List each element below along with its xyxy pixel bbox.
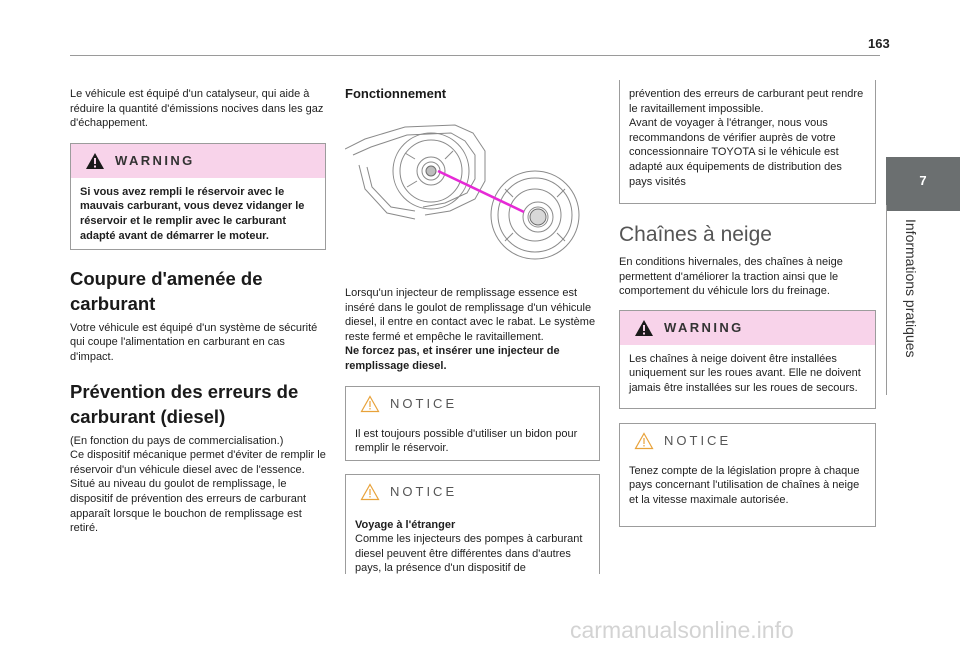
page-number: 163: [868, 36, 890, 51]
operation-text: Lorsqu'un injecteur de remplissage essence est inséré dans le goulot de remplissage d'un véhicule diesel, il entre en contact avec le rabat. Le système reste fermé et empêche le ravitaillement.: [345, 287, 596, 343]
notice-triangle-icon: [634, 432, 654, 450]
notice-box-travel: [345, 474, 600, 574]
notice-header: [346, 387, 599, 421]
fuel-cutoff-text: Votre véhicule est équipé d'un système de sécurité qui coupe l'alimentation en carburant en cas d'impact.: [70, 321, 318, 363]
notice-box-continued: [619, 80, 876, 204]
watermark: carmanualsonline.info: [570, 617, 794, 643]
continued-line-1: prévention des erreurs de carburant peut rendre le ravitaillement impossible.: [629, 88, 864, 115]
notice-triangle-icon: [360, 483, 380, 501]
misfuel-line-1: (En fonction du pays de commercialisation.): [70, 434, 284, 447]
warning-box-snow-chains: [619, 310, 876, 409]
chapter-title: Informations pratiques: [903, 219, 919, 358]
column-3: [619, 80, 876, 527]
notice-subtitle: Voyage à l'étranger: [355, 518, 456, 531]
warning-box-fuel: [70, 143, 326, 250]
notice-box-jerrycan: [345, 386, 600, 461]
notice-text: Il est toujours possible d'utiliser un bidon pour remplir le réservoir.: [355, 427, 578, 455]
header-divider: [70, 55, 880, 56]
snow-chains-title: Chaînes à neige: [619, 223, 772, 246]
misfuel-line-3: Situé au niveau du goulot de remplissage, le dispositif de prévention des erreurs de carburant apparaît lorsque le bouchon de remplissage est retiré.: [70, 478, 307, 535]
column-1: [70, 87, 326, 536]
warning-header: [71, 144, 325, 178]
notice-header: [620, 424, 875, 458]
warning-label: WARNING: [664, 320, 744, 336]
operation-heading: Fonctionnement: [345, 86, 447, 101]
section-title-fuel-cutoff: Coupure d'amenée de carburant: [70, 267, 263, 314]
continued-line-2: Avant de voyager à l'étranger, nous vous recommandons de vérifier auprès de votre concessionnaire TOYOTA si le véhicule est adapté aux équipements de distribution des pays visités: [629, 117, 842, 188]
warning-header: [620, 311, 875, 345]
warning-label: WARNING: [115, 153, 195, 169]
notice-label: NOTICE: [390, 396, 458, 412]
warning-triangle-icon: [85, 152, 105, 170]
notice-box-legislation: [619, 423, 876, 527]
catalyst-intro: Le véhicule est équipé d'un catalyseur, qui aide à réduire la quantité d'émissions nocives dans les gaz d'échappement.: [70, 88, 324, 130]
chapter-divider: [886, 205, 887, 395]
notice-triangle-icon: [360, 395, 380, 413]
chapter-tab[interactable]: [886, 157, 960, 211]
section-title-misfuel-prevention: Prévention des erreurs de carburant (diesel): [70, 380, 299, 427]
misfuel-line-2: Ce dispositif mécanique permet d'éviter de remplir le réservoir d'un véhicule diesel avec de l'essence.: [70, 449, 326, 476]
warning-triangle-icon: [634, 319, 654, 337]
operation-bold-text: Ne forcez pas, et insérer une injecteur de remplissage diesel.: [345, 345, 560, 372]
notice-text: Tenez compte de la législation propre à chaque pays concernant l'utilisation de chaînes à neige et la vitesse maximale autorisée.: [629, 464, 860, 506]
fuel-filler-illustration: [345, 111, 583, 271]
notice-label: NOTICE: [390, 484, 458, 500]
notice-header: [346, 475, 599, 509]
warning-text: Si vous avez rempli le réservoir avec le mauvais carburant, vous devez vidanger le réservoir et le remplir avec le carburant adapté avant de démarrer le moteur.: [80, 185, 305, 242]
notice-label: NOTICE: [664, 433, 732, 449]
notice-text: Comme les injecteurs des pompes à carburant diesel peuvent être différentes dans d'autres pays, la présence d'un dispositif de: [355, 533, 583, 575]
snow-chains-intro: En conditions hivernales, des chaînes à neige permettent d'améliorer la traction ainsi que le comportement du véhicule lors du freinage.: [619, 256, 843, 298]
chapter-number: 7: [919, 173, 927, 188]
column-2: [345, 86, 600, 574]
pointer-arrow: [438, 171, 524, 212]
warning-text: Les chaînes à neige doivent être installées uniquement sur les roues avant. Elle ne doivent jamais être installées sur les roues de secours.: [629, 352, 861, 394]
